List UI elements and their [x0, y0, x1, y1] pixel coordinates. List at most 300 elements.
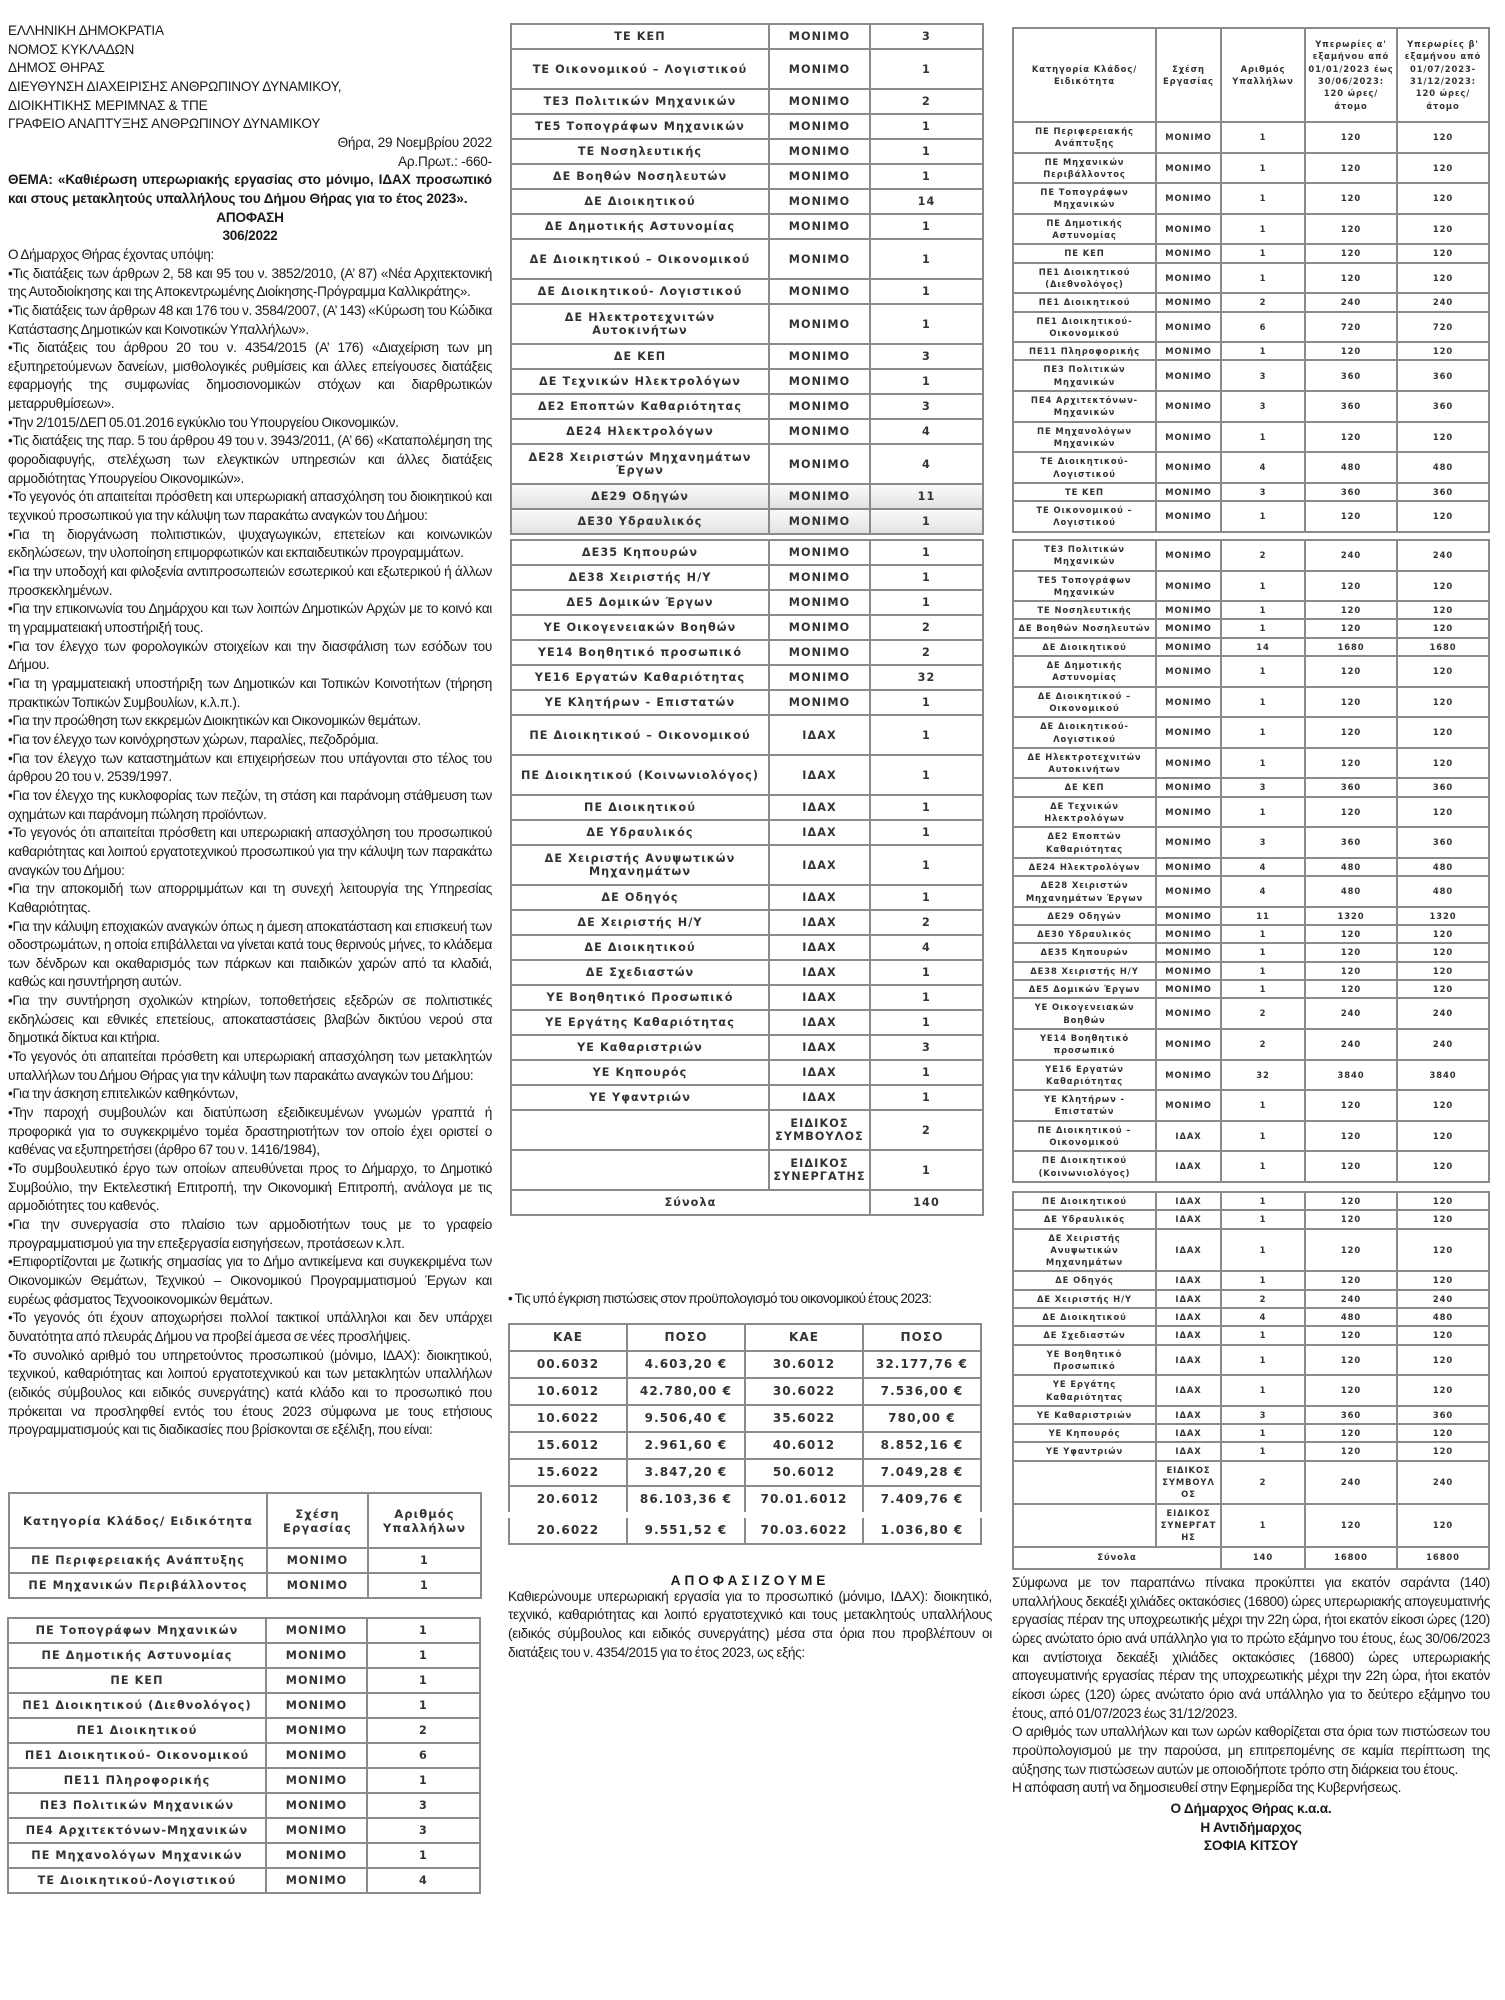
- relation-cell: ΙΔΑΧ: [1156, 1271, 1221, 1289]
- count-cell: 1: [1221, 501, 1305, 532]
- table-row: [511, 214, 983, 239]
- hours-first-half-cell: 120: [1305, 748, 1397, 779]
- hours-first-half-cell: 120: [1305, 943, 1397, 961]
- category-cell: ΠΕ1 Διοικητικού (Διεθνολόγος): [8, 1693, 266, 1718]
- table-row: [511, 615, 983, 640]
- count-cell: 1: [1221, 214, 1305, 245]
- category-cell: ΥΕ14 Βοηθητικό προσωπικό: [1013, 1029, 1156, 1060]
- table-row: [511, 820, 983, 845]
- closing-paragraph: Η απόφαση αυτή να δημοσιευθεί στην Εφημερίδα της Κυβερνήσεως.: [1012, 1780, 1402, 1796]
- table-row: [511, 960, 983, 985]
- category-cell: ΔΕ Οδηγός: [1013, 1271, 1156, 1289]
- table-row: [1013, 312, 1489, 343]
- relation-cell: ΜΟΝΙΜΟ: [1156, 687, 1221, 718]
- table-header-row: [509, 1324, 981, 1351]
- hours-first-half-cell: 120: [1305, 1229, 1397, 1272]
- category-cell: ΔΕ Ηλεκτροτεχνιτών Αυτοκινήτων: [1013, 748, 1156, 779]
- count-cell: 1: [870, 820, 983, 845]
- count-cell: 14: [870, 189, 983, 214]
- table-row: [1013, 907, 1489, 925]
- table-row: [511, 394, 983, 419]
- body-paragraph: •Για τον έλεγχο των φορολογικών στοιχείων και την διασφάλιση των εσόδων του Δήμου.: [8, 638, 492, 673]
- category-cell: ΠΕ Τοπογράφων Μηχανικών: [1013, 183, 1156, 214]
- category-cell: ΠΕ11 Πληροφορικής: [1013, 342, 1156, 360]
- count-cell: 1: [1221, 1121, 1305, 1152]
- table-row: [511, 910, 983, 935]
- count-cell: 1: [367, 1668, 480, 1693]
- relation-cell: ΜΟΝΙΜΟ: [266, 1743, 367, 1768]
- count-cell: 1: [367, 1643, 480, 1668]
- kae-code-cell: 40.6012: [745, 1432, 863, 1459]
- count-cell: 2: [870, 89, 983, 114]
- hours-second-half-cell: 120: [1397, 571, 1489, 602]
- hours-second-half-cell: 120: [1397, 501, 1489, 532]
- kae-code-cell: 35.6022: [745, 1405, 863, 1432]
- column-header: Υπερωρίες β' εξαμήνου από 01/07/2023-31/12/2023: 120 ώρες/ άτομο: [1397, 28, 1489, 122]
- category-cell: ΠΕ3 Πολιτικών Μηχανικών: [8, 1793, 266, 1818]
- table-row: [8, 1843, 480, 1868]
- hours-first-half-cell: 120: [1305, 1192, 1397, 1210]
- count-cell: 1: [1221, 1326, 1305, 1344]
- count-cell: 1: [1221, 717, 1305, 748]
- table-row: [1013, 452, 1489, 483]
- category-cell: ΥΕ Κηπουρός: [1013, 1424, 1156, 1442]
- relation-cell: ΜΟΝΙΜΟ: [769, 24, 870, 49]
- relation-cell: ΜΟΝΙΜΟ: [769, 394, 870, 419]
- hours-second-half-cell: 1320: [1397, 907, 1489, 925]
- relation-cell: ΙΔΑΧ: [769, 910, 870, 935]
- count-cell: 4: [1221, 452, 1305, 483]
- count-cell: 1: [870, 1060, 983, 1085]
- hours-second-half-cell: 240: [1397, 998, 1489, 1029]
- relation-cell: ΜΟΝΙΜΟ: [769, 49, 870, 89]
- table-row: [1013, 244, 1489, 262]
- table-row: [8, 1868, 480, 1893]
- count-cell: 1: [1221, 1375, 1305, 1406]
- count-cell: 1: [1221, 342, 1305, 360]
- category-cell: [1013, 1504, 1156, 1547]
- category-cell: ΔΕ30 Υδραυλικός: [511, 509, 769, 534]
- column-header: ΚΑΕ: [745, 1324, 863, 1351]
- hours-first-half-cell: 480: [1305, 452, 1397, 483]
- hours-second-half-cell: 120: [1397, 1151, 1489, 1182]
- table-header-row: [1013, 28, 1489, 122]
- category-cell: ΠΕ1 Διοικητικού: [1013, 293, 1156, 311]
- amount-cell: 7.536,00 €: [863, 1378, 981, 1405]
- kae-code-cell: 70.03.6022: [745, 1515, 863, 1544]
- hours-first-half-cell: 1320: [1305, 907, 1397, 925]
- relation-cell: ΜΟΝΙΜΟ: [266, 1693, 367, 1718]
- hours-first-half-cell: 360: [1305, 360, 1397, 391]
- count-cell: 1: [367, 1618, 480, 1643]
- staff-table: [510, 23, 984, 535]
- category-cell: ΠΕ Διοικητικού: [1013, 1192, 1156, 1210]
- amount-cell: 2.961,60 €: [627, 1432, 745, 1459]
- table-row: [1013, 1424, 1489, 1442]
- count-cell: 1: [1221, 422, 1305, 453]
- table-row: [1013, 483, 1489, 501]
- category-cell: ΔΕ35 Κηπουρών: [1013, 943, 1156, 961]
- total-value: 16800: [1397, 1547, 1489, 1569]
- table-row: [511, 369, 983, 394]
- relation-cell: ΜΟΝΙΜΟ: [266, 1618, 367, 1643]
- category-cell: ΤΕ Νοσηλευτικής: [1013, 601, 1156, 619]
- table-row: [1013, 183, 1489, 214]
- relation-cell: ΜΟΝΙΜΟ: [266, 1868, 367, 1893]
- category-cell: ΔΕ35 Κηπουρών: [511, 540, 769, 565]
- count-cell: 2: [1221, 1461, 1305, 1504]
- table-row: [511, 1010, 983, 1035]
- hours-table: [1012, 539, 1490, 1183]
- table-row: [1013, 1060, 1489, 1091]
- signature-title: Η Αντιδήμαρχος: [1200, 1819, 1302, 1835]
- hours-table-part3: [1012, 1191, 1488, 1570]
- staff-table: [8, 1492, 482, 1599]
- category-cell: ΥΕ Βοηθητικό Προσωπικό: [511, 985, 769, 1010]
- category-cell: ΔΕ2 Εποπτών Καθαριότητας: [1013, 827, 1156, 858]
- table-row: [1013, 1375, 1489, 1406]
- relation-cell: ΜΟΝΙΜΟ: [1156, 122, 1221, 153]
- relation-cell: ΜΟΝΙΜΟ: [1156, 778, 1221, 796]
- table-row: [1013, 1461, 1489, 1504]
- table-row: [1013, 1029, 1489, 1060]
- count-cell: 3: [1221, 1406, 1305, 1424]
- hours-first-half-cell: 480: [1305, 858, 1397, 876]
- category-cell: [511, 1110, 769, 1150]
- count-cell: 1: [1221, 1229, 1305, 1272]
- relation-cell: ΙΔΑΧ: [769, 985, 870, 1010]
- count-cell: 1: [1221, 980, 1305, 998]
- relation-cell: ΙΔΑΧ: [769, 935, 870, 960]
- count-cell: 3: [1221, 827, 1305, 858]
- budget-table: [508, 1323, 992, 1545]
- category-cell: ΔΕ Υδραυλικός: [1013, 1210, 1156, 1228]
- count-cell: 4: [1221, 1308, 1305, 1326]
- category-cell: ΔΕ Χειριστής Ανυψωτικών Μηχανημάτων: [511, 845, 769, 885]
- hours-second-half-cell: 120: [1397, 214, 1489, 245]
- hours-second-half-cell: 120: [1397, 962, 1489, 980]
- column-header: Κατηγορία Κλάδος/ Ειδικότητα: [1013, 28, 1156, 122]
- hours-first-half-cell: 240: [1305, 1290, 1397, 1308]
- relation-cell: ΜΟΝΙΜΟ: [769, 369, 870, 394]
- table-row: [511, 640, 983, 665]
- category-cell: ΔΕ Σχεδιαστών: [1013, 1326, 1156, 1344]
- hours-second-half-cell: 120: [1397, 1210, 1489, 1228]
- count-cell: 1: [1221, 943, 1305, 961]
- decide-text: Καθιερώνουμε υπερωριακή εργασία για το προσωπικό (μόνιμο, ΙΔΑΧ): διοικητικό, τεχνικό, καθαριότητας και λοιπό εργατοτεχνικό και τους μετακλητούς υπαλλήλους (ειδικός σύμβουλος και ειδικός συνεργάτης) μέσα στα όρια που προβλέπουν οι διατάξεις του ν. 4354/2015 για το έτος 2023, ως εξής:: [508, 1588, 992, 1660]
- hours-first-half-cell: 120: [1305, 1442, 1397, 1460]
- total-row: [1013, 1547, 1489, 1569]
- relation-cell: ΜΟΝΙΜΟ: [1156, 342, 1221, 360]
- body-paragraph: •Τις διατάξεις του άρθρου 20 του ν. 4354/2015 (Α’ 176) «Διαχείριση των μη εξυπηρετούμενων δανείων, μισθολογικές ρυθμίσεις και άλλες επείγουσες διατάξεις εφαρμογής της συμφωνίας δημοσιονομικών στόχων και διαρθρωτικών μεταρρυθμίσεων».: [8, 340, 492, 412]
- count-cell: 1: [1221, 1424, 1305, 1442]
- table-row: [1013, 1121, 1489, 1152]
- count-cell: 1: [367, 1693, 480, 1718]
- relation-cell: ΜΟΝΙΜΟ: [1156, 925, 1221, 943]
- hours-first-half-cell: 360: [1305, 778, 1397, 796]
- count-cell: 1: [870, 795, 983, 820]
- closing-text: [1012, 1574, 1490, 1798]
- decision-number: 306/2022: [222, 228, 278, 244]
- relation-cell: ΙΔΑΧ: [1156, 1192, 1221, 1210]
- count-cell: 2: [1221, 540, 1305, 571]
- count-cell: 1: [367, 1843, 480, 1868]
- count-cell: 1: [368, 1573, 481, 1598]
- category-cell: ΠΕ ΚΕΠ: [1013, 244, 1156, 262]
- hours-second-half-cell: 240: [1397, 1290, 1489, 1308]
- hours-second-half-cell: 120: [1397, 925, 1489, 943]
- category-cell: ΠΕ Διοικητικού – Οικονομικού: [1013, 1121, 1156, 1152]
- category-cell: ΤΕ Οικονομικού – Λογιστικού: [511, 49, 769, 89]
- category-cell: ΠΕ3 Πολιτικών Μηχανικών: [1013, 360, 1156, 391]
- category-cell: ΠΕ1 Διοικητικού: [8, 1718, 266, 1743]
- count-cell: 3: [367, 1793, 480, 1818]
- table-row: [511, 114, 983, 139]
- table-row: [509, 1459, 981, 1486]
- staff-table-part2: [7, 1617, 479, 1894]
- hours-second-half-cell: 120: [1397, 1345, 1489, 1376]
- hours-first-half-cell: 120: [1305, 501, 1397, 532]
- table-row: [1013, 998, 1489, 1029]
- relation-cell: ΜΟΝΙΜΟ: [1156, 601, 1221, 619]
- relation-cell: ΜΟΝΙΜΟ: [266, 1668, 367, 1693]
- kae-code-cell: 50.6012: [745, 1459, 863, 1486]
- count-cell: 1: [1221, 1345, 1305, 1376]
- body-paragraph: •Τις διατάξεις των άρθρων 48 και 176 του ν. 3584/2007, (Α’ 143) «Κύρωση του Κώδικα Κατάστασης Δημοτικών και Κοινοτικών Υπαλλήλων».: [8, 302, 492, 337]
- table-row: [511, 690, 983, 715]
- relation-cell: ΙΔΑΧ: [769, 795, 870, 820]
- total-value: 140: [870, 1190, 983, 1215]
- table-row: [511, 845, 983, 885]
- category-cell: ΠΕ1 Διοικητικού- Οικονομικού: [8, 1743, 266, 1768]
- table-row: [1013, 1090, 1489, 1121]
- table-row: [1013, 925, 1489, 943]
- table-row: [8, 1643, 480, 1668]
- table-row: [511, 1150, 983, 1190]
- relation-cell: ΜΟΝΙΜΟ: [1156, 717, 1221, 748]
- table-row: [1013, 1442, 1489, 1460]
- relation-cell: ΜΟΝΙΜΟ: [266, 1793, 367, 1818]
- table-row: [1013, 1151, 1489, 1182]
- category-cell: ΥΕ Οικογενειακών Βοηθών: [1013, 998, 1156, 1029]
- relation-cell: ΜΟΝΙΜΟ: [769, 509, 870, 534]
- count-cell: 1: [1221, 1442, 1305, 1460]
- count-cell: 1: [870, 715, 983, 755]
- category-cell: ΤΕ5 Τοπογράφων Μηχανικών: [511, 114, 769, 139]
- table-row: [511, 189, 983, 214]
- count-cell: 3: [870, 394, 983, 419]
- amount-cell: 86.103,36 €: [627, 1486, 745, 1515]
- relation-cell: ΙΔΑΧ: [1156, 1375, 1221, 1406]
- relation-cell: ΜΟΝΙΜΟ: [1156, 1090, 1221, 1121]
- category-cell: ΔΕ Βοηθών Νοσηλευτών: [511, 164, 769, 189]
- count-cell: 1: [1221, 962, 1305, 980]
- body-paragraph: •Για τη διοργάνωση πολιτιστικών, ψυχαγωγικών, επετείων και κοινωνικών εκδηλώσεων, την υλοποίηση επιμορφωτικών και εκπαιδευτικών προγραμμάτων.: [8, 526, 492, 561]
- relation-cell: ΕΙΔΙΚΟΣ ΣΥΜΒΟΥΛ ΟΣ: [1156, 1461, 1221, 1504]
- table-row: [1013, 1326, 1489, 1344]
- table-row: [511, 139, 983, 164]
- category-cell: ΤΕ Οικονομικού – Λογιστικού: [1013, 501, 1156, 532]
- body-paragraph: •Το συμβουλευτικό έργο των οποίων απευθύνεται προς το Δήμαρχο, το Δημοτικό Συμβούλιο, την Εκτελεστική Επιτροπή, την Οικονομική Επιτροπή, ανάλογα με τις αρμοδιότητες του καθενός.: [8, 1161, 492, 1214]
- count-cell: 1: [870, 509, 983, 534]
- amount-cell: 32.177,76 €: [863, 1351, 981, 1378]
- category-cell: ΠΕ Διοικητικού (Κοινωνιολόγος): [511, 755, 769, 795]
- count-cell: 1: [870, 590, 983, 615]
- count-cell: 2: [1221, 998, 1305, 1029]
- hours-table: [1012, 1191, 1490, 1570]
- body-paragraph: •Την 2/1015/ΔΕΠ 05.01.2016 εγκύκλιο του Υπουργείου Οικονομικών.: [8, 414, 399, 430]
- table-row: [1013, 1290, 1489, 1308]
- category-cell: ΠΕ1 Διοικητικού (Διεθνολόγος): [1013, 263, 1156, 294]
- hours-table-part1: [1012, 27, 1488, 533]
- category-cell: ΥΕ Εργάτης Καθαριότητας: [1013, 1375, 1156, 1406]
- count-cell: 14: [1221, 638, 1305, 656]
- table-row: [509, 1515, 981, 1544]
- hours-second-half-cell: 120: [1397, 122, 1489, 153]
- relation-cell: ΜΟΝΙΜΟ: [1156, 312, 1221, 343]
- hours-first-half-cell: 120: [1305, 1345, 1397, 1376]
- relation-cell: ΜΟΝΙΜΟ: [1156, 619, 1221, 637]
- category-cell: ΔΕ29 Οδηγών: [1013, 907, 1156, 925]
- hours-second-half-cell: 360: [1397, 778, 1489, 796]
- count-cell: 4: [870, 935, 983, 960]
- relation-cell: ΕΙΔΙΚΟΣ ΣΥΝΕΡΓΑΤΗΣ: [769, 1150, 870, 1190]
- category-cell: ΔΕ Σχεδιαστών: [511, 960, 769, 985]
- count-cell: 1: [1221, 601, 1305, 619]
- body-paragraph: •Για τον έλεγχο των κοινόχρηστων χώρων, παραλίες, πεζοδρόμια.: [8, 731, 379, 747]
- hours-first-half-cell: 120: [1305, 619, 1397, 637]
- count-cell: 2: [1221, 293, 1305, 311]
- total-value: 16800: [1305, 1547, 1397, 1569]
- count-cell: 3: [1221, 778, 1305, 796]
- table-row: [1013, 687, 1489, 718]
- category-cell: ΤΕ3 Πολιτικών Μηχανικών: [1013, 540, 1156, 571]
- kae-code-cell: 20.6012: [509, 1486, 627, 1515]
- table-row: [509, 1405, 981, 1432]
- table-row: [1013, 342, 1489, 360]
- category-cell: ΔΕ Διοικητικού- Λογιστικού: [511, 279, 769, 304]
- relation-cell: ΕΙΔΙΚΟΣ ΣΥΜΒΟΥΛΟΣ: [769, 1110, 870, 1150]
- count-cell: 1: [870, 1010, 983, 1035]
- body-paragraph: •Το συνολικό αριθμό του υπηρετούντος προσωπικού (μόνιμο, ΙΔΑΧ): διοικητικού, τεχνικού, καθαριότητας και λοιπού εργατοτεχνικού και των μετακλητών υπαλλήλων (ειδικός σύμβουλος και ειδικός συνεργάτης) κατά κλάδο και το προσωπικό που πρόκειται να προσληφθεί εντός του έτους 2023 σύμφωνα με τους ετήσιους προγραμματισμούς και τις διαδικασίες που βρίσκονται σε εξέλιξη, που είναι:: [8, 1347, 492, 1438]
- table-row: [511, 279, 983, 304]
- category-cell: ΔΕ24 Ηλεκτρολόγων: [1013, 858, 1156, 876]
- category-cell: ΔΕ Διοικητικού: [511, 935, 769, 960]
- hours-first-half-cell: 120: [1305, 656, 1397, 687]
- category-cell: ΥΕ Εργάτης Καθαριότητας: [511, 1010, 769, 1035]
- body-paragraph: Ο Δήμαρχος Θήρας έχοντας υπόψη:: [8, 246, 215, 262]
- hours-second-half-cell: 240: [1397, 1029, 1489, 1060]
- category-cell: ΠΕ Μηχανολόγων Μηχανικών: [1013, 422, 1156, 453]
- count-cell: 1: [1221, 797, 1305, 828]
- count-cell: 11: [1221, 907, 1305, 925]
- hours-first-half-cell: 120: [1305, 687, 1397, 718]
- document-date: Θήρα, 29 Νοεμβρίου 2022: [337, 134, 492, 150]
- hours-first-half-cell: 120: [1305, 601, 1397, 619]
- category-cell: ΠΕ Τοπογράφων Μηχανικών: [8, 1618, 266, 1643]
- hours-second-half-cell: 120: [1397, 1375, 1489, 1406]
- category-cell: ΔΕ ΚΕΠ: [511, 344, 769, 369]
- body-paragraph: •Για την κάλυψη εποχιακών αναγκών όπως η άμεση αποκατάσταση και επισκευή των οδοστρωμάτων, η οποία επιβάλλεται να γίνεται κατά τους θερινούς μήνες, το κλάδεμα των δένδρων και οκαθαρισμός των πάρκων και παιδικών χαρών από τα κλαδιά, καθώς και ησυντήρηση αυτών.: [8, 918, 492, 990]
- hours-second-half-cell: 360: [1397, 483, 1489, 501]
- hours-second-half-cell: 120: [1397, 1229, 1489, 1272]
- category-cell: ΠΕ Διοικητικού: [511, 795, 769, 820]
- hours-first-half-cell: 240: [1305, 293, 1397, 311]
- hours-second-half-cell: 120: [1397, 797, 1489, 828]
- hours-second-half-cell: 120: [1397, 717, 1489, 748]
- hours-second-half-cell: 120: [1397, 1121, 1489, 1152]
- document-subject: ΘΕΜΑ: «Καθιέρωση υπερωριακής εργασίας στο μόνιμο, ΙΔΑΧ προσωπικό και στους μετακλητούς υπαλλήλους του Δήμου Θήρας για το έτος 2023».: [8, 172, 492, 206]
- table-row: [511, 239, 983, 279]
- relation-cell: ΜΟΝΙΜΟ: [769, 565, 870, 590]
- table-row: [8, 1668, 480, 1693]
- hours-first-half-cell: 120: [1305, 1271, 1397, 1289]
- count-cell: 1: [1221, 748, 1305, 779]
- category-cell: ΠΕ Δημοτικής Αστυνομίας: [8, 1643, 266, 1668]
- category-cell: ΔΕ38 Χειριστής Η/Υ: [1013, 962, 1156, 980]
- hours-table: [1012, 27, 1490, 533]
- category-cell: ΥΕ Καθαριστριών: [1013, 1406, 1156, 1424]
- count-cell: 2: [870, 910, 983, 935]
- hours-second-half-cell: 1680: [1397, 638, 1489, 656]
- category-cell: ΥΕ Οικογενειακών Βοηθών: [511, 615, 769, 640]
- category-cell: ΔΕ Διοικητικού: [511, 189, 769, 214]
- count-cell: 3: [870, 344, 983, 369]
- hours-second-half-cell: 240: [1397, 293, 1489, 311]
- hours-first-half-cell: 120: [1305, 214, 1397, 245]
- staff-table: [7, 1617, 481, 1894]
- count-cell: 6: [1221, 312, 1305, 343]
- table-row: [8, 1618, 480, 1643]
- count-cell: 32: [870, 665, 983, 690]
- relation-cell: ΜΟΝΙΜΟ: [769, 444, 870, 484]
- table-row: [509, 1486, 981, 1515]
- table-row: [511, 885, 983, 910]
- table-row: [511, 484, 983, 509]
- hours-first-half-cell: 120: [1305, 342, 1397, 360]
- hours-first-half-cell: 120: [1305, 1504, 1397, 1547]
- category-cell: ΠΕ Μηχανικών Περιβάλλοντος: [1013, 153, 1156, 184]
- relation-cell: ΜΟΝΙΜΟ: [1156, 244, 1221, 262]
- table-row: [1013, 797, 1489, 828]
- relation-cell: ΜΟΝΙΜΟ: [769, 164, 870, 189]
- relation-cell: ΕΙΔΙΚΟΣ ΣΥΝΕΡΓΑΤ ΗΣ: [1156, 1504, 1221, 1547]
- count-cell: 1: [870, 164, 983, 189]
- hours-first-half-cell: 120: [1305, 1424, 1397, 1442]
- category-cell: ΔΕ ΚΕΠ: [1013, 778, 1156, 796]
- total-value: 140: [1221, 1547, 1305, 1569]
- category-cell: ΔΕ Τεχνικών Ηλεκτρολόγων: [1013, 797, 1156, 828]
- table-row: [509, 1432, 981, 1459]
- hours-first-half-cell: 120: [1305, 1210, 1397, 1228]
- relation-cell: ΜΟΝΙΜΟ: [769, 279, 870, 304]
- hours-second-half-cell: 240: [1397, 540, 1489, 571]
- relation-cell: ΜΟΝΙΜΟ: [1156, 943, 1221, 961]
- count-cell: 6: [367, 1743, 480, 1768]
- category-cell: ΔΕ2 Εποπτών Καθαριότητας: [511, 394, 769, 419]
- hours-second-half-cell: 120: [1397, 1090, 1489, 1121]
- relation-cell: ΙΔΑΧ: [769, 1085, 870, 1110]
- count-cell: 3: [367, 1818, 480, 1843]
- count-cell: 1: [1221, 1192, 1305, 1210]
- count-cell: 1: [870, 279, 983, 304]
- relation-cell: ΙΔΑΧ: [1156, 1121, 1221, 1152]
- hours-second-half-cell: 120: [1397, 656, 1489, 687]
- count-cell: 2: [1221, 1029, 1305, 1060]
- kae-code-cell: 30.6012: [745, 1351, 863, 1378]
- issuer-header: [8, 22, 492, 246]
- table-row: [511, 509, 983, 534]
